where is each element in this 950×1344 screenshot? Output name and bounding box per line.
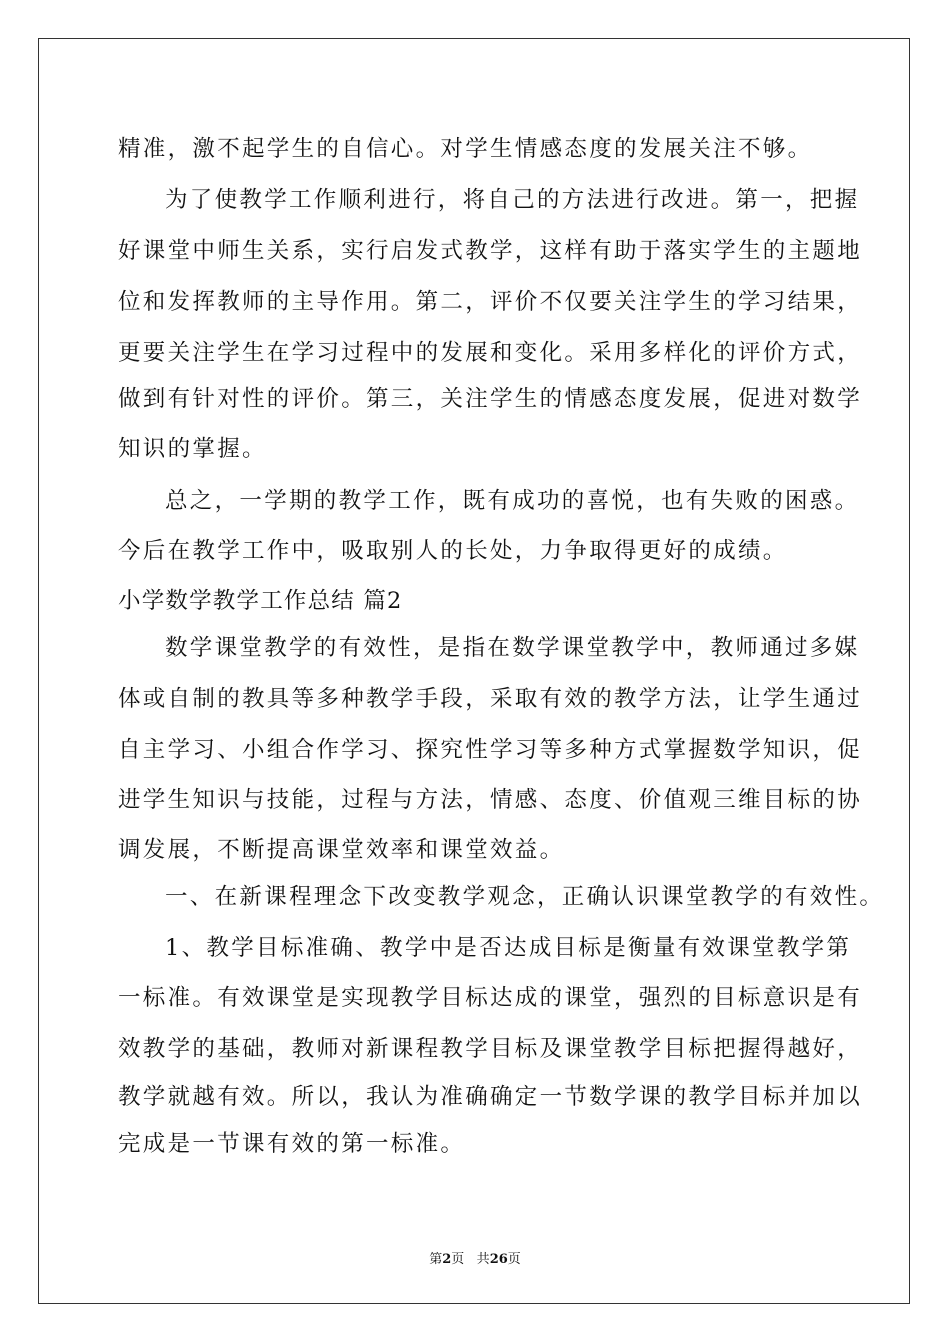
paragraph-line: 数学课堂教学的有效性，是指在数学课堂教学中，教师通过多媒 xyxy=(165,635,860,661)
paragraph-line: 为了使教学工作顺利进行，将自己的方法进行改进。第一，把握 xyxy=(165,187,860,213)
paragraph-line: 总之，一学期的教学工作，既有成功的喜悦，也有失败的困惑。 xyxy=(165,488,860,514)
text-line: 自主学习、小组合作学习、探究性学习等多种方式掌握数学知识，促 xyxy=(118,737,863,763)
text-line: 更要关注学生在学习过程中的发展和变化。采用多样化的评价方式， xyxy=(118,340,863,366)
section-heading: 小学数学教学工作总结 篇2 xyxy=(118,588,403,614)
text-line: 精准，激不起学生的自信心。对学生情感态度的发展关注不够。 xyxy=(118,136,813,162)
footer-prefix: 第 xyxy=(429,1252,443,1267)
footer-total-suffix: 页 xyxy=(507,1252,521,1267)
text-line: 完成是一节课有效的第一标准。 xyxy=(118,1131,466,1157)
text-line: 今后在教学工作中，吸取别人的长处，力争取得更好的成绩。 xyxy=(118,538,788,564)
page-footer xyxy=(0,1248,950,1267)
text-line: 进学生知识与技能，过程与方法，情感、态度、价值观三维目标的协 xyxy=(118,787,863,813)
text-line: 知识的掌握。 xyxy=(118,436,267,462)
text-line: 体或自制的教具等多种教学手段，采取有效的教学方法，让学生通过 xyxy=(118,686,863,712)
text-line: 效教学的基础，教师对新课程教学目标及课堂教学目标把握得越好， xyxy=(118,1036,863,1062)
text-line: 一标准。有效课堂是实现教学目标达成的课堂，强烈的目标意识是有 xyxy=(118,985,863,1011)
footer-page-number: 2 xyxy=(442,1252,452,1267)
paragraph-line: 一、在新课程理念下改变教学观念，正确认识课堂教学的有效性。 xyxy=(165,884,885,910)
text-line: 好课堂中师生关系，实行启发式教学，这样有助于落实学生的主题地 xyxy=(118,238,863,264)
page-frame xyxy=(38,38,910,1304)
text-line: 调发展，不断提高课堂效率和课堂效益。 xyxy=(118,837,565,863)
text-line: 教学就越有效。所以，我认为准确确定一节数学课的教学目标并加以 xyxy=(118,1084,863,1110)
footer-total-pages: 26 xyxy=(489,1252,508,1267)
footer-total-prefix: 共 xyxy=(476,1252,490,1267)
text-line: 做到有针对性的评价。第三，关注学生的情感态度发展，促进对数学 xyxy=(118,386,863,412)
footer-page-suffix: 页 xyxy=(451,1252,465,1267)
text-line: 位和发挥教师的主导作用。第二，评价不仅要关注学生的学习结果， xyxy=(118,289,863,315)
paragraph-line: 1、教学目标准确、教学中是否达成目标是衡量有效课堂教学第 xyxy=(165,935,852,961)
